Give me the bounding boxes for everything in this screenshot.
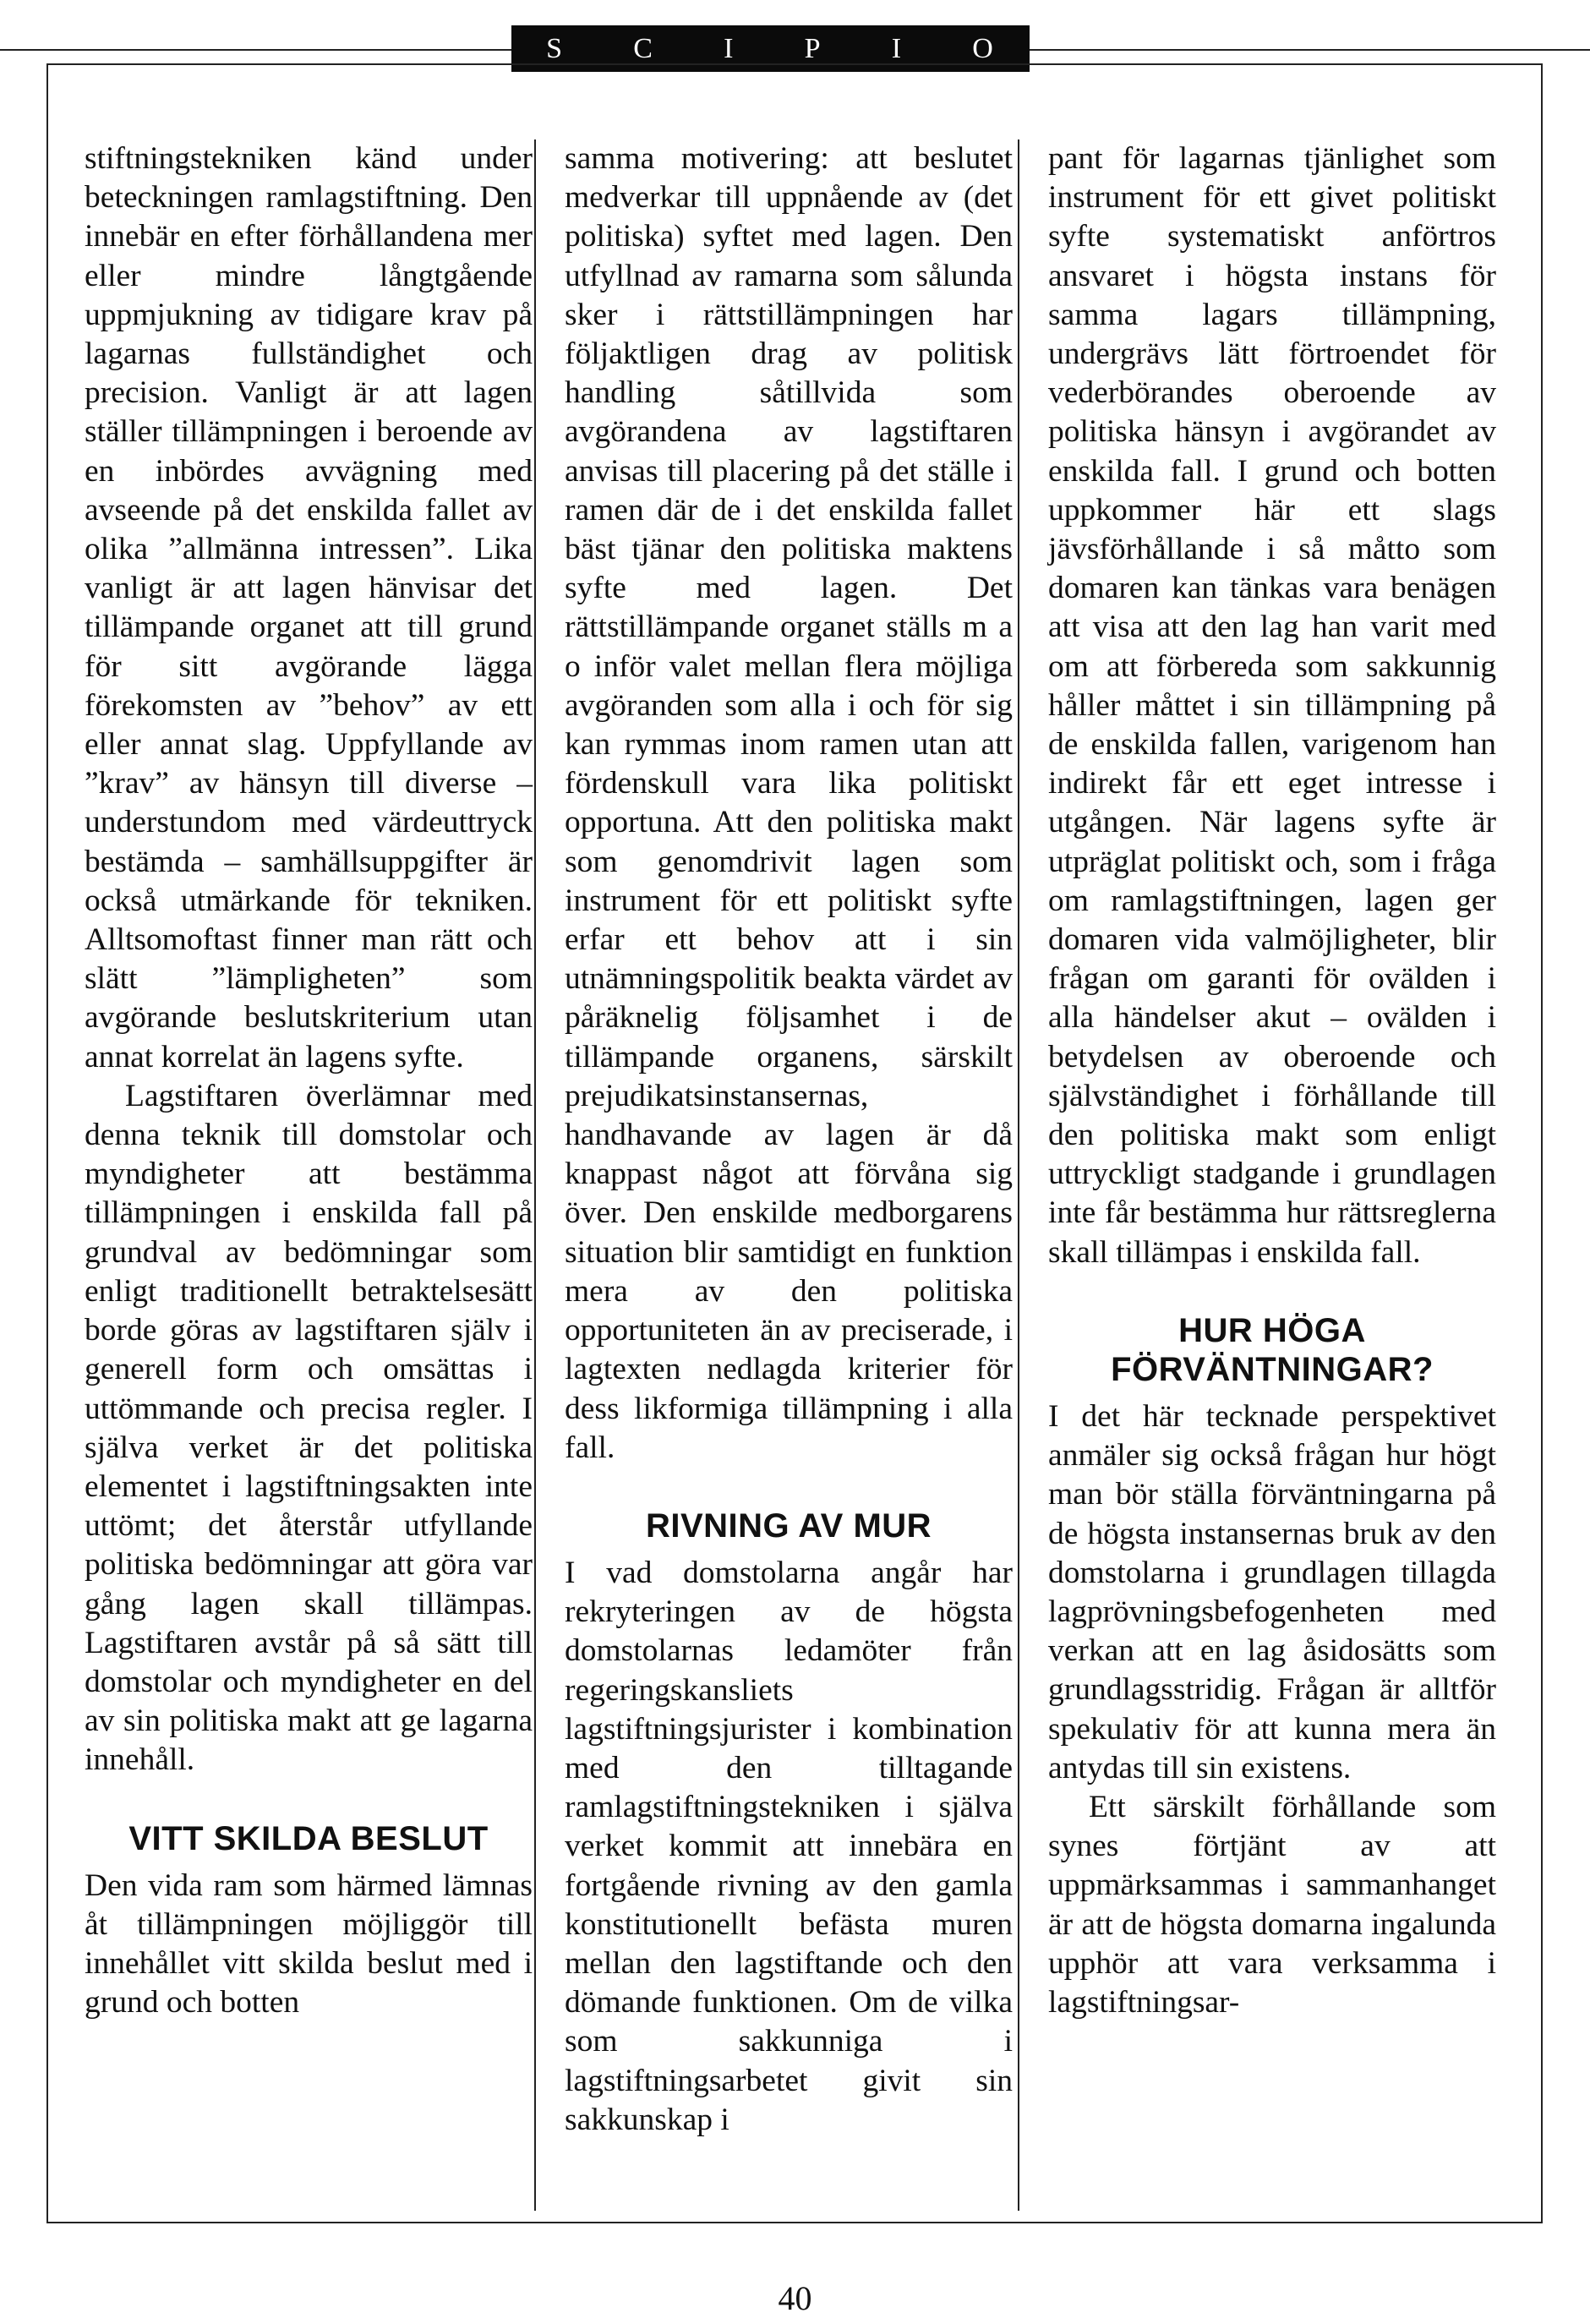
- masthead-letter: O: [972, 32, 995, 64]
- paragraph: Den vida ram som härmed lämnas åt tillämpningen möjliggör till innehållet vitt skilda beslut med i grund och botten: [85, 1867, 533, 2021]
- masthead-letter: P: [804, 32, 822, 64]
- header-rule-left: [0, 49, 511, 51]
- paragraph: I det här tecknade perspektivet anmäler sig också frågan hur högt man bör ställa förväntningarna på de högsta instansernas bruk av den domstolarna i grundlagen tillagda lagprövningsbefogenheten med verkan att en lag åsidosätts som grundlagsstridig. Frågan är alltför spekulativ för att kunna mera än antydas till sin existens.: [1048, 1398, 1496, 1785]
- masthead-letter: I: [724, 32, 735, 64]
- page-number: 40: [778, 2279, 812, 2317]
- column-3: [1048, 139, 1496, 2022]
- column-2: [565, 139, 1013, 2140]
- paragraph: Lagstiftaren överlämnar med denna teknik till domstolar och myndigheter att bestämma tillämpningen i enskilda fall på grundval av bedömningar som enligt traditionellt betraktelsesätt borde göras av lagstiftaren själv i generell form och omsättas i uttömmande och precisa regler. I själva verket är det politiska elementet i lagstiftningsakten inte uttömt; det återstår utfyllande politiska bedömningar att göra var gång lagen skall tillämpas. Lagstiftaren avstår på så sätt till domstolar och myndigheter en del av sin politiska makt att ge lagarna innehåll.: [85, 1078, 533, 1778]
- column-separator: [1018, 139, 1019, 2211]
- paragraph: Ett särskilt förhållande som synes förtjänt av att uppmärksammas i sammanhanget är att de högsta domarna ingalunda upphör att vara verksamma i lagstiftningsar-: [1048, 1789, 1496, 2020]
- masthead-letter: C: [633, 32, 654, 64]
- section-heading: RIVNING AV MUR: [645, 1506, 932, 1545]
- paragraph: pant för lagarnas tjänlighet som instrument för ett givet politiskt syfte systematiskt anförtros ansvaret i högsta instans för samma lagars tillämpning, undergrävs lätt förtroendet för vederbörandes oberoende av politiska hänsyn i avgörandet av enskilda fall. I grund och botten uppkommer här ett slags jävsförhållande i så måtto som domaren kan tänkas vara benägen att visa att den lag han varit med om att förbereda som sakkunnig håller måttet i sin tillämpning på de enskilda fallen, varigenom han indirekt får ett eget intresse i utgången. När lagens syfte är utpräglat politiskt och, som i fråga om ramlagstiftningen, lagen ger domaren vida valmöjligheter, blir frågan om garanti för ovälden i alla händelser akut – ovälden i betydelsen av oberoende och självständighet i förhållande till den politiska makt som enligt uttryckligt stadgande i grundlagen inte får bestämma hur rättsreglerna skall tillämpas i enskilda fall.: [1048, 141, 1496, 1270]
- masthead-letter: I: [891, 32, 904, 64]
- column-separator: [534, 139, 536, 2211]
- section-heading: VITT SKILDA BESLUT: [128, 1819, 489, 1857]
- masthead-letter: S: [546, 32, 565, 64]
- paragraph: samma motivering: att beslutet medverkar till uppnående av (det politiska) syftet med lagen. Den utfyllnad av ramarna som sålunda sker i rättstillämpningen har följaktligen drag av politisk handling såtillvida som avgörandena av lagstiftaren anvisas till placering på det ställe i ramen där de i det enskilda fallet bäst tjänar den politiska maktens syfte med lagen. Det rättstillämpande organet ställs m a o inför valet mellan flera möjliga avgöranden som alla i och för sig kan rymmas inom ramen utan att fördenskull vara lika politiskt opportuna. Att den politiska makt som genomdrivit lagen som instrument för ett politiskt syfte erfar ett behov att i sin utnämningspolitik beakta värdet av påräknelig följsamhet i de tillämpande organens, särskilt prejudikatsinstansernas, handhavande av lagen är då knappast något att förvåna sig över. Den enskilde medborgarens situation blir samtidigt en funktion mera av den politiska opportuniteten än av preciserade, i lagtexten nedlagda kriterier för dess likformiga tillämpning i alla fall.: [565, 141, 1013, 1465]
- paragraph: I vad domstolarna angår har rekryteringen av de högsta domstolarnas ledamöter från regeringskansliets lagstiftningsjurister i kombination med den tilltagande ramlagstiftningstekniken i själva verket kommit att innebära en fortgående rivning av den gamla konstitutionellt befästa muren mellan den lagstiftande och den dömande funktionen. Om de vilka som sakkunniga i lagstiftningsarbetet givit sin sakkunskap i: [565, 1555, 1013, 2137]
- column-1: [85, 139, 533, 2022]
- section-heading: HUR HÖGA FÖRVÄNTNINGAR?: [1111, 1311, 1434, 1388]
- header-rule-right: [1030, 49, 1590, 51]
- paragraph: stiftningstekniken känd under beteckningen ramlagstiftning. Den innebär en efter förhållandena mer eller mindre långtgående uppmjukning av tidigare krav på lagarnas fullständighet och precision. Vanligt är att lagen ställer tillämpningen i beroende av en inbördes avvägning med avseende på det enskilda fallet av olika ”allmänna intressen”. Lika vanligt är att lagen hänvisar det tillämpande organet att till grund för sitt avgörande lägga förekomsten av ”behov” av ett eller annat slag. Uppfyllande av ”krav” av hänsyn till diverse – understundom med värdeuttryck bestämda – samhällsuppgifter är också utmärkande för tekniken. Alltsomoftast finner man rätt och slätt ”lämpligheten” som avgörande beslutskriterium utan annat korrelat än lagens syfte.: [85, 141, 533, 1075]
